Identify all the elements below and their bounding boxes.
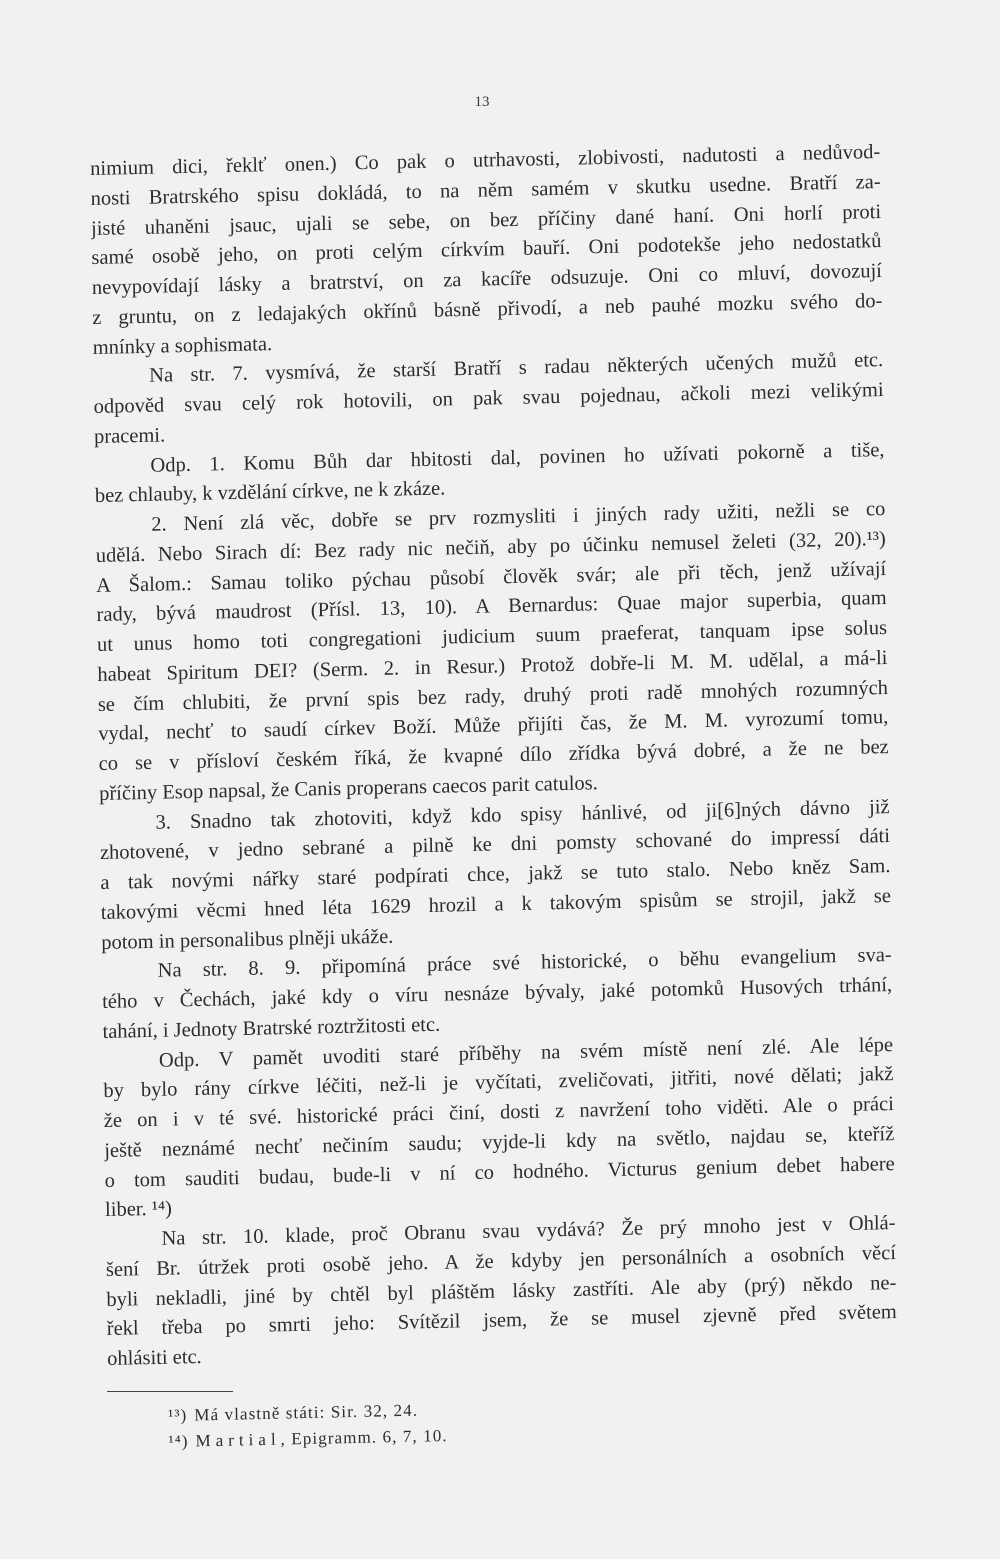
text-line: habeat Spiritum DEI? (Serm. 2. in Resur.) Protož dobře-li M. M. udělal, a má-li [97, 646, 888, 686]
text-line: by bylo rány církve léčiti, než-li je vyčítati, zveličovati, jitřiti, nové dělati; jakž [103, 1063, 894, 1103]
text-line: o tom sauditi budau, bude-li v ní co hodného. Victurus genium debet habere [104, 1152, 895, 1192]
text-line: A Šalom.: Samau toliko pýchau působí člověk svár; ale při těch, jenž užívají [95, 557, 887, 597]
text-line: Na str. 10. klade, proč Obranu svau vydává? Že prý mnoho jest v Ohlá- [161, 1212, 896, 1250]
text-line: že on i v té své. historické práci činí, dosti z navržení toho viděti. Ale o práci [103, 1093, 894, 1132]
text-line: Na str. 8. 9. připomíná práce své historické, o běhu evangelium sva- [157, 944, 892, 983]
footnote-rule [107, 1391, 233, 1392]
text-line: byli nekladli, jiné by chtěl byl pláštěm lásky zastříti. Ale aby (prý) někdo ne- [106, 1271, 897, 1311]
footnote-marker: ¹³) [168, 1405, 188, 1425]
text-line: příčiny Esop napsal, že Canis properans caecos parit catulos. [98, 772, 598, 805]
text-line: 3. Snadno tak zhotoviti, když kdo spisy hánlivé, od ji[6]ných dávno již [155, 795, 890, 834]
text-line: odpověd svau celý rok hotovili, on pak svau pojednau, ačkoli mezi velikými [93, 379, 884, 418]
footnote-marker: ¹⁴) [168, 1431, 189, 1451]
page-number: 13 [474, 94, 490, 110]
text-line: samé osobě jeho, on proti celým církvím bauří. Oni podotekše jeho nedostatků [91, 230, 882, 270]
main-text [90, 138, 897, 1375]
paragraph [93, 346, 884, 452]
text-line: z gruntu, on z ledajakých okřínů básně přivodí, a neb pauhé mozku svého do- [92, 289, 883, 329]
text-line: zhotovené, v jedno sebrané a pilně ke dni pomsty schované do impressí dáti [99, 825, 891, 865]
text-line: šení Br. útržek proti osobě jeho. A že kdyby jen personálních a osobních věcí [105, 1241, 897, 1281]
text-line: se čím chlubiti, že první spis bez rady, druhý proti radě mnohých rozumných [97, 676, 889, 716]
text-line: bez chlauby, k vzdělání církve, ne k zkáze. [94, 477, 446, 508]
paragraph [95, 495, 889, 809]
text-line: a tak novými nářky staré podpírati chce, jakž se tuto stalo. Nebo kněz Sam. [100, 855, 891, 894]
paragraph [105, 1209, 897, 1375]
text-line: Odp. V pamět uvoditi staré příběhy na svém místě není zlé. Ale lépe [158, 1033, 894, 1072]
text-line: tého v Čechách, jaké kdy o víru nesnáze bývaly, jaké potomků Husových trhání, [101, 974, 893, 1013]
text-line: nevypovídají lásky a bratrství, on za kacíře odsuzuje. Oni co mluví, dovozují [91, 260, 883, 299]
text-line: mnínky a sophismata. [92, 332, 273, 359]
text-line: rady, bývá maudrost (Přísl. 13, 10). A Bernardus: Quae major superbia, quam [96, 587, 887, 627]
text-line: vydal, nechť to saudí církev Boží. Může přijíti čas, že M. M. vyrozumí tomu, [98, 706, 889, 746]
text-line: Odp. 1. Komu Bůh dar hbitosti dal, povinen ho užívati pokorně a tiše, [150, 438, 885, 477]
text-line: 2. Není zlá věc, dobře se prv rozmysliti i jiných rady užiti, nežli se co [151, 498, 886, 536]
footnote-text: Má vlastně státi: Sir. 32, 24. [194, 1400, 419, 1425]
text-line: takovými věcmi hned léta 1629 hrozil a k takovým spisům se strojil, jakž se [100, 884, 891, 924]
footnote-author: Martial [195, 1429, 281, 1451]
text-line: Na str. 7. vysmívá, že starší Bratří s radau některých učených mužů etc. [149, 349, 884, 388]
text-line: řekl třeba po smrti jeho: Svítězil jsem, že se musel zjevně před světem [106, 1301, 897, 1341]
text-line: tahání, i Jednoty Bratrské roztržitosti etc. [102, 1013, 441, 1043]
paragraph [101, 941, 892, 1047]
text-line: ut unus homo toti congregationi judicium suum praeferat, tanquam ipse solus [96, 617, 888, 656]
text-line: ohlásiti etc. [107, 1345, 202, 1370]
text-line: pracemi. [93, 424, 166, 448]
paragraph [90, 138, 883, 363]
footnote [168, 1423, 448, 1455]
paragraph [103, 1031, 896, 1226]
footnote-text: , Epigramm. 6, 7, 10. [280, 1425, 448, 1449]
text-line: co se v přísloví českém říká, že kvapné dílo zřídka bývá dobré, a že ne bez [98, 736, 889, 775]
text-line: liber. ¹⁴) [104, 1197, 173, 1222]
footnotes [168, 1397, 448, 1455]
text-line: jisté uhaněni jsauc, ujali se sebe, on bez příčiny dané haní. Oni horlí proti [90, 200, 882, 240]
paragraph [99, 793, 891, 959]
text-line: ještě neznámé nechť nečiním saudu; vyjde-li kdy na světlo, najdau se, kteříž [104, 1122, 895, 1162]
text-line: udělá. Nebo Sirach dí: Bez rady nic nečiň, aby po účinku nemusel želeti (32, 20).¹³) [95, 527, 886, 567]
text-line: nimium dici, řeklť onen.) Co pak o utrhavosti, zlobivosti, nadutosti a nedůvod- [90, 141, 881, 180]
text-line: potom in personalibus plněji ukáže. [101, 925, 394, 954]
text-line: nosti Bratrského spisu dokládá, to na něm samém v skutku usedne. Bratří za- [90, 170, 881, 210]
